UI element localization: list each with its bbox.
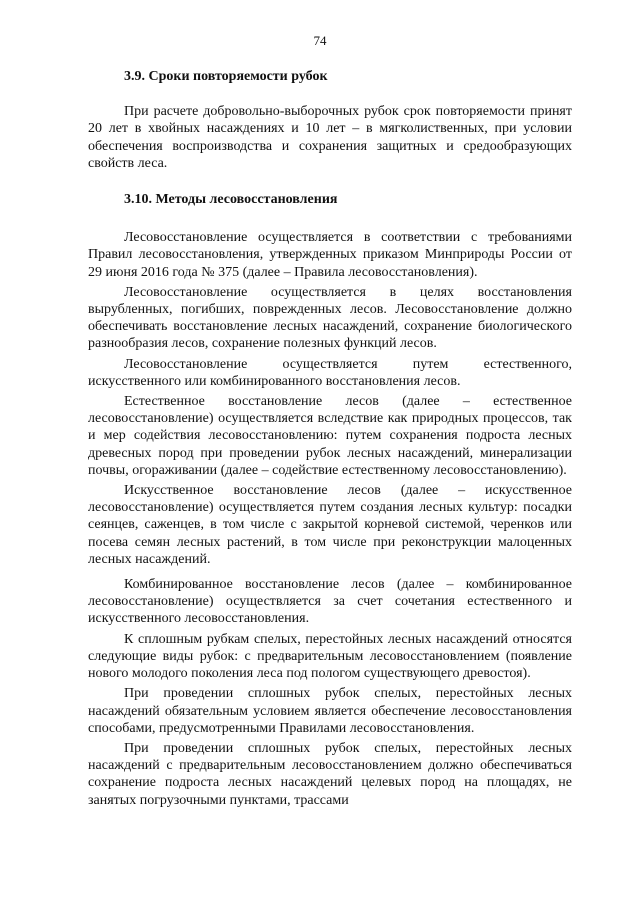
paragraph: При расчете добровольно-выборочных рубок срок повторяемости принят 20 лет в хвойных насаждениях и 10 лет – в мягколиственных, при условии обеспечения воспроизводства и сохранения защитных и средообразующих свойств леса. xyxy=(88,104,572,171)
paragraph: Естественное восстановление лесов (далее – естественное лесовосстановление) осуществляется вследствие как природных процессов, так и мер содействия лесовосстановлению: путем сохранения подроста лесных древесных пород при проведении рубок лесных насаждений, минерализации почвы, огораживании (далее – содействие естественному лесовосстановлению). xyxy=(88,394,572,478)
paragraph: При проведении сплошных рубок спелых, перестойных лесных насаждений обязательным условием является обеспечение лесовосстановления способами, предусмотренными Правилами лесовосстановления. xyxy=(88,686,572,736)
section-heading-3-9: 3.9. Сроки повторяемости рубок xyxy=(124,69,328,84)
page-content xyxy=(88,68,572,812)
paragraph: Искусственное восстановление лесов (далее – искусственное лесовосстановление) осуществляется путем создания лесных культур: посадки сеянцев, саженцев, в том числе с закрытой корневой системой, черенков или посева семян лесных растений, в том числе при реконструкции малоценных лесных насаждений. xyxy=(88,483,572,567)
page-number: 74 xyxy=(313,33,327,48)
section-heading-3-10: 3.10. Методы лесовосстановления xyxy=(124,192,338,208)
paragraph: Комбинированное восстановление лесов (далее – комбинированное лесовосстановление) осуществляется за счет сочетания естественного и искусственного лесовосстановления. xyxy=(88,577,572,627)
paragraph: К сплошным рубкам спелых, перестойных лесных насаждений относятся следующие виды рубок: с предварительным лесовосстановлением (появление нового молодого поколения леса под пологом существующего древостоя). xyxy=(88,631,572,682)
paragraph: Лесовосстановление осуществляется в соответствии с требованиями Правил лесовосстановления, утвержденных приказом Минприроды России от 29 июня 2016 года № 375 (далее – Правила лесовосстановления). xyxy=(88,230,572,280)
paragraph: При проведении сплошных рубок спелых, перестойных лесных насаждений с предварительным лесовосстановлением должно обеспечиваться сохранение подроста лесных насаждений целевых пород на площадях, не занятых погрузочными пунктами, трассами xyxy=(88,740,572,808)
paragraph: Лесовосстановление осуществляется путем естественного, искусственного или комбинированного восстановления лесов. xyxy=(88,356,572,389)
paragraph: Лесовосстановление осуществляется в целях восстановления вырубленных, погибших, поврежденных лесов. Лесовосстановление должно обеспечивать восстановление лесных насаждений, сохранение биологического разнообразия лесов, сохранение полезных функций лесов. xyxy=(88,284,572,352)
